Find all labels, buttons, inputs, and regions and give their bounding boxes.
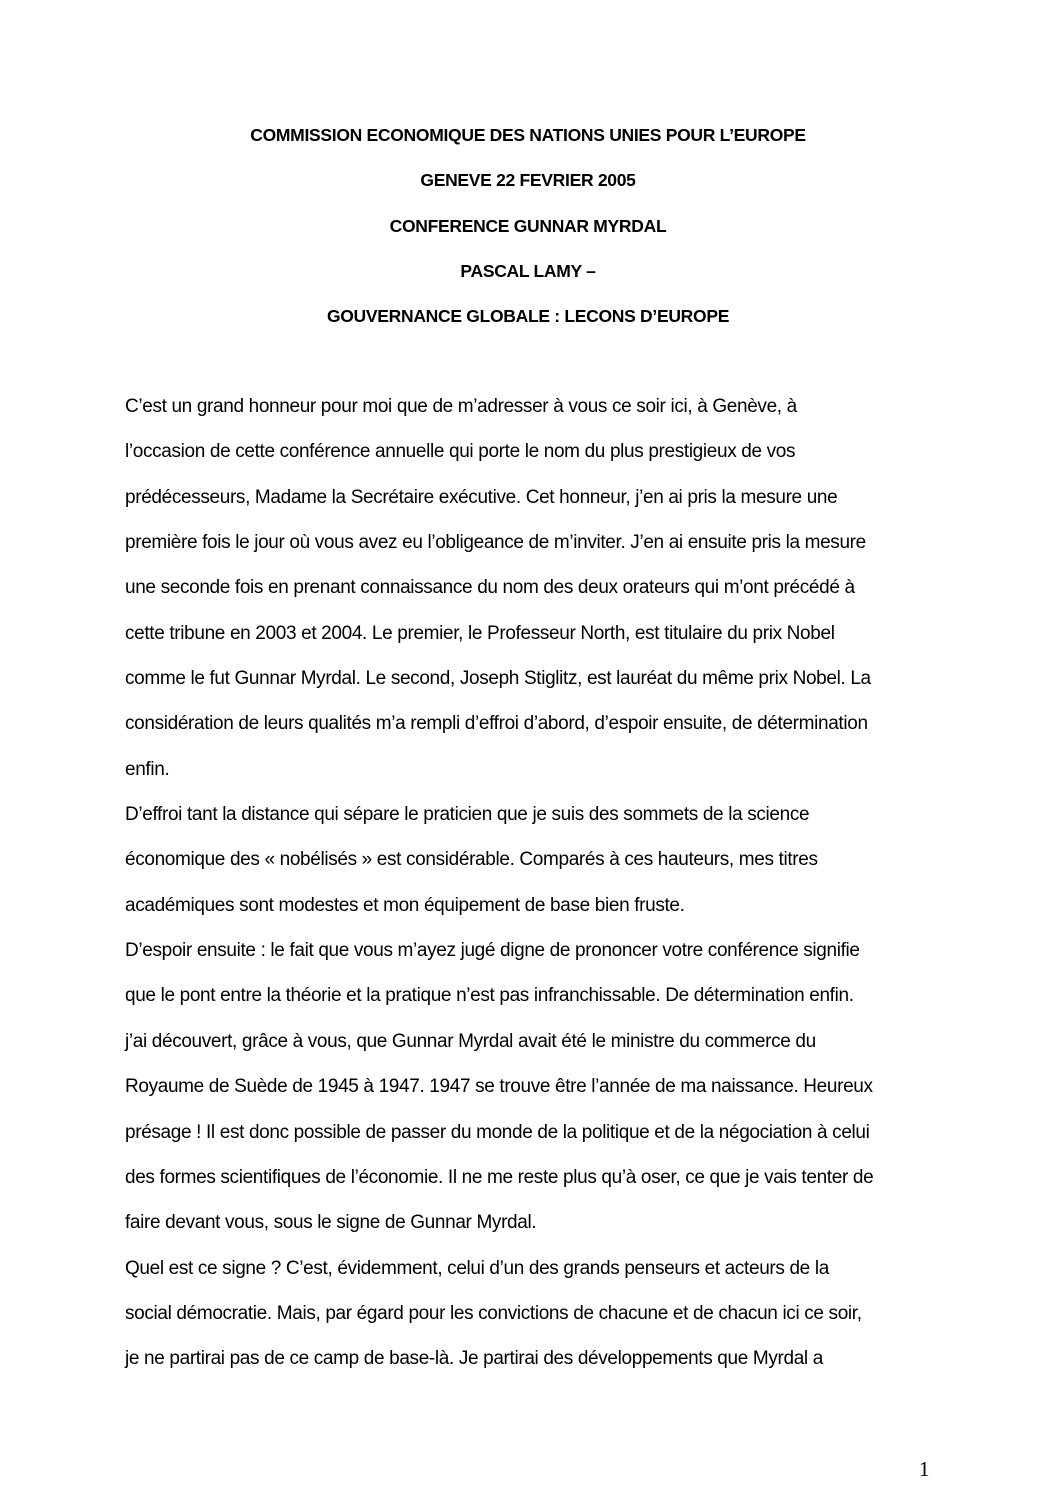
text-line: D’espoir ensuite : le fait que vous m’ayez jugé digne de prononcer votre conférence signifie — [125, 940, 860, 962]
text-line: que le pont entre la théorie et la pratique n’est pas infranchissable. De détermination enfin. — [125, 985, 854, 1007]
heading-line: CONFERENCE GUNNAR MYRDAL — [389, 215, 667, 236]
text-line: considération de leurs qualités m’a rempli d’effroi d’abord, d’espoir ensuite, de détermination — [125, 713, 868, 735]
text-line: C’est un grand honneur pour moi que de m’adresser à vous ce soir ici, à Genève, à — [125, 396, 797, 417]
document-heading — [0, 121, 1056, 347]
text-line: je ne partirai pas de ce camp de base-là. Je partirai des développements que Myrdal a — [125, 1348, 823, 1370]
document-body — [125, 391, 945, 1389]
text-line: social démocratie. Mais, par égard pour les convictions de chacune et de chacun ici ce soir, — [125, 1302, 862, 1324]
text-line: l’occasion de cette conférence annuelle qui porte le nom du plus prestigieux de vos — [125, 441, 796, 463]
text-line: prédécesseurs, Madame la Secrétaire exécutive. Cet honneur, j’en ai pris la mesure une — [125, 486, 838, 508]
text-line: présage ! Il est donc possible de passer du monde de la politique et de la négociation à celui — [125, 1121, 870, 1143]
text-line: faire devant vous, sous le signe de Gunnar Myrdal. — [125, 1212, 537, 1234]
text-line: enfin. — [125, 758, 170, 780]
heading-line: PASCAL LAMY – — [460, 260, 596, 281]
text-line: j’ai découvert, grâce à vous, que Gunnar Myrdal avait été le ministre du commerce du — [125, 1030, 816, 1052]
text-line: Royaume de Suède de 1945 à 1947. 1947 se trouve être l’année de ma naissance. Heureux — [125, 1076, 873, 1098]
text-line: économique des « nobélisés » est considérable. Comparés à ces hauteurs, mes titres — [125, 849, 818, 871]
text-line: Quel est ce signe ? C’est, évidemment, celui d’un des grands penseurs et acteurs de la — [125, 1257, 829, 1279]
heading-line: GOUVERNANCE GLOBALE : LECONS D’EUROPE — [326, 306, 730, 327]
text-line: cette tribune en 2003 et 2004. Le premier, le Professeur North, est titulaire du prix Nobel — [125, 622, 835, 644]
text-line: académiques sont modestes et mon équipement de base bien fruste. — [125, 894, 685, 916]
heading-line: GENEVE 22 FEVRIER 2005 — [420, 170, 636, 191]
text-line: une seconde fois en prenant connaissance du nom des deux orateurs qui m’ont précédé à — [125, 577, 855, 599]
text-line: D’effroi tant la distance qui sépare le praticien que je suis des sommets de la science — [125, 804, 810, 826]
text-line: première fois le jour où vous avez eu l’obligeance de m’inviter. J’en ai ensuite pris la mesure — [125, 532, 866, 554]
page-number: 1 — [919, 1457, 930, 1481]
heading-line: COMMISSION ECONOMIQUE DES NATIONS UNIES POUR L’EUROPE — [250, 125, 806, 145]
text-line: des formes scientifiques de l’économie. Il ne me reste plus qu’à oser, ce que je vais tenter de — [125, 1166, 874, 1188]
text-line: comme le fut Gunnar Myrdal. Le second, Joseph Stiglitz, est lauréat du même prix Nobel. La — [125, 668, 871, 690]
